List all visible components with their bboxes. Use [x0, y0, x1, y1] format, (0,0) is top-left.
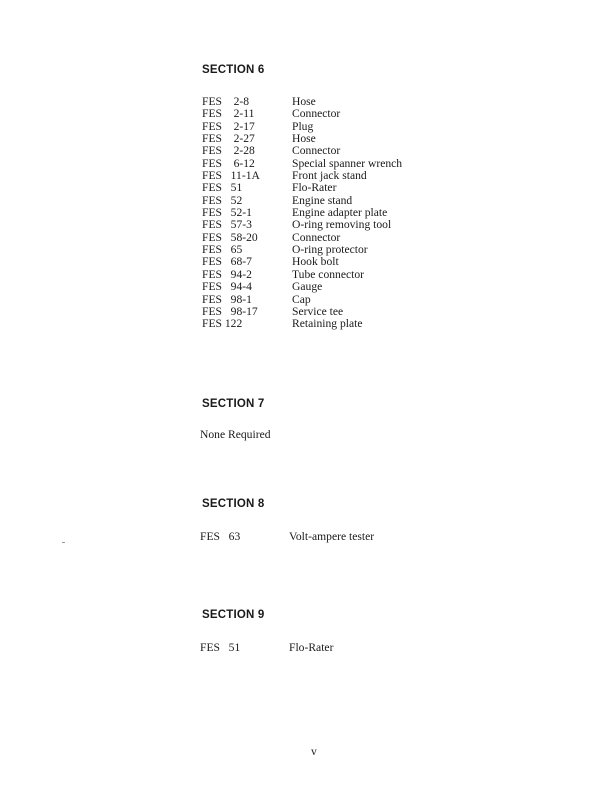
tool-name: Front jack stand [292, 169, 367, 183]
tool-name: Flo-Rater [292, 181, 337, 195]
tool-code: FES 52 [202, 193, 243, 207]
tool-name: Hook bolt [292, 255, 339, 269]
tool-name: Connector [292, 230, 341, 244]
tool-name: Hose [292, 132, 316, 146]
tool-name: Connector [292, 107, 341, 121]
section-9-tool-code: FES 51 [200, 641, 241, 654]
section-8-tool-name: Volt-ampere tester [289, 530, 375, 543]
tool-name: Engine stand [292, 193, 353, 207]
page-number: v [311, 745, 317, 758]
tool-code: FES 94-4 [202, 280, 252, 294]
tool-name: Gauge [292, 280, 323, 294]
tool-code: FES 94-2 [202, 267, 252, 281]
tool-code: FES 2-28 [202, 144, 255, 158]
tool-name: O-ring removing tool [292, 218, 392, 232]
tool-code: FES 52-1 [202, 206, 252, 220]
tool-code: FES 68-7 [202, 255, 252, 269]
tool-name: Tube connector [292, 267, 365, 281]
tool-name: Hose [292, 95, 316, 108]
tool-code: FES 65 [202, 243, 243, 257]
tool-name: Plug [292, 119, 314, 133]
scan-speck [62, 542, 65, 543]
tool-name: Connector [292, 144, 341, 158]
tool-name: Service tee [292, 304, 344, 318]
tool-code: FES 98-17 [202, 304, 258, 318]
tool-code: FES 6-12 [202, 156, 255, 170]
tool-code: FES 57-3 [202, 218, 252, 232]
tool-code: FES 98-1 [202, 292, 252, 306]
tool-name: O-ring protector [292, 243, 368, 257]
section-6-heading: SECTION 6 [202, 64, 265, 76]
section-8-heading: SECTION 8 [202, 498, 265, 510]
section-7-note: None Required [200, 428, 271, 441]
section-9-heading: SECTION 9 [202, 609, 265, 621]
tool-name: Retaining plate [292, 317, 363, 331]
tool-code: FES 2-11 [202, 107, 255, 121]
tool-code: FES 11-1A [202, 169, 260, 183]
tool-code: FES 58-20 [202, 230, 258, 244]
section-8-tool-code: FES 63 [200, 530, 241, 543]
tool-name: Special spanner wrench [292, 156, 403, 170]
section-9-tool-name: Flo-Rater [289, 641, 334, 654]
tool-code: FES 2-17 [202, 119, 255, 133]
tool-code: FES 122 [202, 317, 243, 331]
tool-name: Cap [292, 292, 311, 306]
section-7-heading: SECTION 7 [202, 398, 265, 410]
tool-code: FES 2-8 [202, 95, 250, 108]
tool-code: FES 51 [202, 181, 243, 195]
tool-code: FES 2-27 [202, 132, 255, 146]
tool-name: Engine adapter plate [292, 206, 388, 220]
